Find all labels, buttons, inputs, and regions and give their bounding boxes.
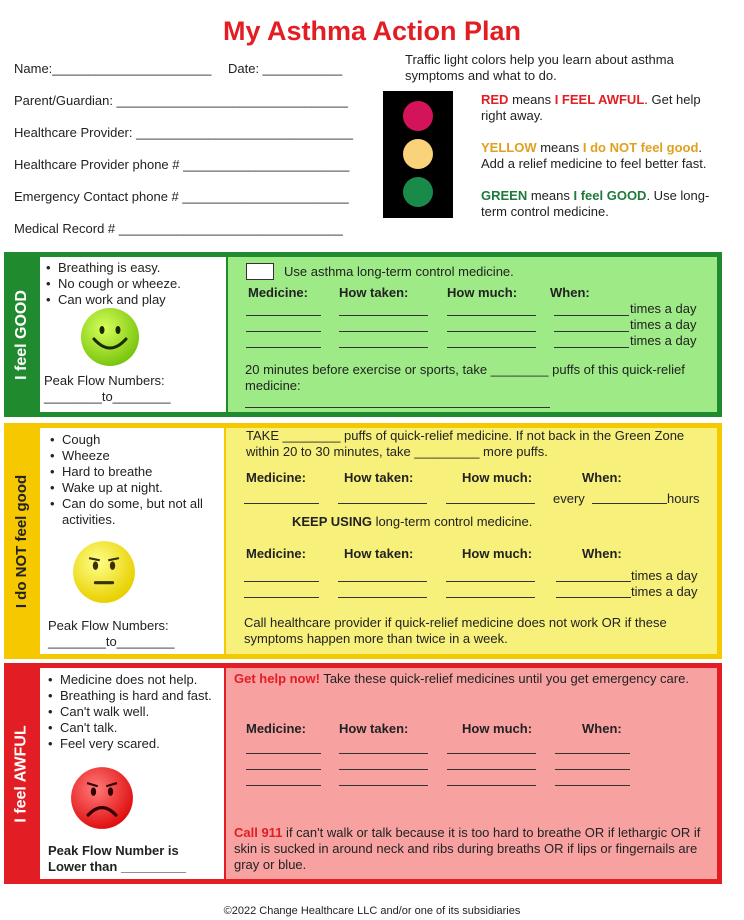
how-taken-blank[interactable] [338, 568, 427, 582]
yellow-symptoms-panel [40, 428, 224, 654]
symptom-item: • Hard to breathe [50, 464, 222, 480]
keep-using-instruction: KEEP USING long-term control medicine. [292, 514, 533, 529]
how-taken-blank[interactable] [339, 740, 428, 754]
how-taken-blank[interactable] [339, 334, 428, 348]
exercise-instruction: 20 minutes before exercise or sports, take ________ puffs of this quick-relief medicine: [245, 362, 685, 393]
how-taken-blank[interactable] [339, 756, 428, 770]
yellow-zone-label: I do NOT feel good [13, 474, 31, 608]
medicine-blank[interactable] [244, 490, 319, 504]
legend-yellow: YELLOW means I do NOT feel good. Add a relief medicine to feel better fast. [481, 140, 707, 171]
symptom-item: • Can't talk. [48, 720, 212, 736]
medicine-blank[interactable] [244, 568, 319, 582]
medicine-blank[interactable] [246, 756, 321, 770]
symptom-item: • Cough [50, 432, 222, 448]
how-taken-blank[interactable] [339, 318, 428, 332]
yellow-zone [4, 423, 722, 659]
how-much-blank[interactable] [447, 756, 536, 770]
how-much-blank[interactable] [447, 318, 536, 332]
when-header: When: [582, 546, 622, 561]
intro-text: Traffic light colors help you learn about asthma symptoms and what to do. [405, 52, 674, 83]
symptom-item: • Wheeze [50, 448, 222, 464]
provider-phone-field[interactable]: Healthcare Provider phone # _______________________ [14, 157, 350, 172]
red-zone [4, 663, 722, 884]
peak-flow-label: Peak Flow Number is Lower than _________ [48, 843, 187, 874]
exercise-medicine-blank[interactable] [245, 394, 550, 408]
legend-red: RED means I FEEL AWFUL. Get help right away. [481, 92, 701, 123]
take-instruction: TAKE ________ puffs of quick-relief medicine. If not back in the Green Zone within 20 to 30 minutes, take _________ more puffs. [246, 428, 685, 459]
how-taken-header: How taken: [339, 285, 409, 300]
medicine-header: Medicine: [246, 546, 306, 561]
how-much-header: How much: [462, 721, 533, 736]
medicine-blank[interactable] [246, 740, 321, 754]
symptom-item: • Wake up at night. [50, 480, 222, 496]
peak-flow-value[interactable]: ________to________ [48, 634, 175, 649]
peak-flow-label: Peak Flow Numbers: [48, 618, 169, 633]
times-a-day: times a day [630, 301, 697, 316]
green-zone-label: I feel GOOD [13, 289, 31, 380]
how-taken-header: How taken: [344, 470, 414, 485]
when-header: When: [582, 470, 622, 485]
times-a-day: times a day [631, 584, 698, 599]
when-header: When: [582, 721, 622, 736]
how-much-blank[interactable] [447, 334, 536, 348]
times-a-day: times a day [630, 317, 697, 332]
how-taken-blank[interactable] [339, 772, 428, 786]
how-taken-blank[interactable] [338, 584, 427, 598]
symptom-item: • Breathing is easy. [46, 260, 181, 276]
symptom-item: • Feel very scared. [48, 736, 212, 752]
how-taken-blank[interactable] [339, 302, 428, 316]
medicine-header: Medicine: [246, 470, 306, 485]
get-help-instruction: Get help now! Take these quick-relief medicines until you get emergency care. [234, 671, 689, 686]
red-light-icon [403, 101, 433, 131]
how-much-blank[interactable] [446, 584, 535, 598]
yellow-light-icon [403, 139, 433, 169]
sad-face-icon [70, 766, 134, 830]
medicine-blank[interactable] [246, 334, 321, 348]
symptom-item: • No cough or wheeze. [46, 276, 181, 292]
checkbox-label: Use asthma long-term control medicine. [284, 264, 514, 279]
traffic-light-icon [383, 91, 453, 218]
symptom-item: • Can do some, but not all activities. [50, 496, 222, 528]
symptom-item: • Medicine does not help. [48, 672, 212, 688]
medicine-header: Medicine: [248, 285, 308, 300]
copyright-footer: ©2022 Change Healthcare LLC and/or one of its subsidiaries [223, 905, 521, 917]
when-blank[interactable] [554, 302, 629, 316]
medicine-blank[interactable] [246, 772, 321, 786]
how-much-blank[interactable] [446, 490, 535, 504]
peak-flow-label: Peak Flow Numbers: [44, 373, 165, 388]
long-term-checkbox[interactable] [246, 263, 274, 280]
every-blank[interactable] [592, 490, 667, 504]
when-blank[interactable] [555, 740, 630, 754]
times-a-day: times a day [630, 333, 697, 348]
peak-flow-value[interactable]: ________to________ [44, 389, 171, 404]
legend-green: GREEN means I feel GOOD. Use long-term control medicine. [481, 188, 710, 219]
happy-face-icon [80, 307, 140, 367]
green-zone [4, 252, 722, 417]
parent-field[interactable]: Parent/Guardian: ________________________________ [14, 93, 348, 108]
how-much-header: How much: [447, 285, 518, 300]
how-taken-header: How taken: [344, 546, 414, 561]
medical-record-field[interactable]: Medical Record # _______________________________ [14, 221, 343, 236]
when-blank[interactable] [556, 568, 631, 582]
emergency-phone-field[interactable]: Emergency Contact phone # _______________________ [14, 189, 349, 204]
provider-field[interactable]: Healthcare Provider: ______________________________ [14, 125, 354, 140]
when-header: When: [550, 285, 590, 300]
when-blank[interactable] [555, 756, 630, 770]
when-blank[interactable] [556, 584, 631, 598]
how-much-blank[interactable] [447, 772, 536, 786]
times-a-day: times a day [631, 568, 698, 583]
name-field[interactable]: Name:______________________ [14, 61, 212, 76]
symptom-item: • Can't walk well. [48, 704, 212, 720]
hours-label: hours [667, 491, 700, 506]
when-blank[interactable] [554, 334, 629, 348]
how-much-blank[interactable] [446, 568, 535, 582]
every-label: every [553, 491, 585, 506]
green-instructions-panel [228, 257, 717, 412]
how-much-blank[interactable] [447, 740, 536, 754]
call-provider-instruction: Call healthcare provider if quick-relief medicine does not work OR if these symptoms happen more than twice in a week. [244, 615, 667, 646]
red-symptoms-panel [40, 668, 224, 879]
medicine-blank[interactable] [246, 302, 321, 316]
medicine-blank[interactable] [244, 584, 319, 598]
when-blank[interactable] [555, 772, 630, 786]
how-much-header: How much: [462, 470, 533, 485]
green-light-icon [403, 177, 433, 207]
symptom-item: • Breathing is hard and fast. [48, 688, 212, 704]
when-blank[interactable] [554, 318, 629, 332]
red-instructions-panel [226, 668, 717, 879]
how-much-blank[interactable] [447, 302, 536, 316]
call-911-instruction: Call 911 if can't walk or talk because it is too hard to breathe OR if lethargic OR if skin is sucked in around neck and ribs during breaths OR if lips or fingernails are gray or blue. [234, 825, 701, 872]
red-zone-label: I feel AWFUL [13, 724, 30, 823]
neutral-face-icon [72, 540, 136, 604]
how-taken-blank[interactable] [338, 490, 427, 504]
symptom-item: • Can work and play [46, 292, 181, 308]
medicine-header: Medicine: [246, 721, 306, 736]
page-title: My Asthma Action Plan [222, 16, 522, 46]
date-field[interactable]: Date: ___________ [228, 61, 343, 76]
yellow-instructions-panel [226, 428, 717, 654]
how-taken-header: How taken: [339, 721, 409, 736]
medicine-blank[interactable] [246, 318, 321, 332]
how-much-header: How much: [462, 546, 533, 561]
green-symptoms-panel [40, 257, 226, 412]
